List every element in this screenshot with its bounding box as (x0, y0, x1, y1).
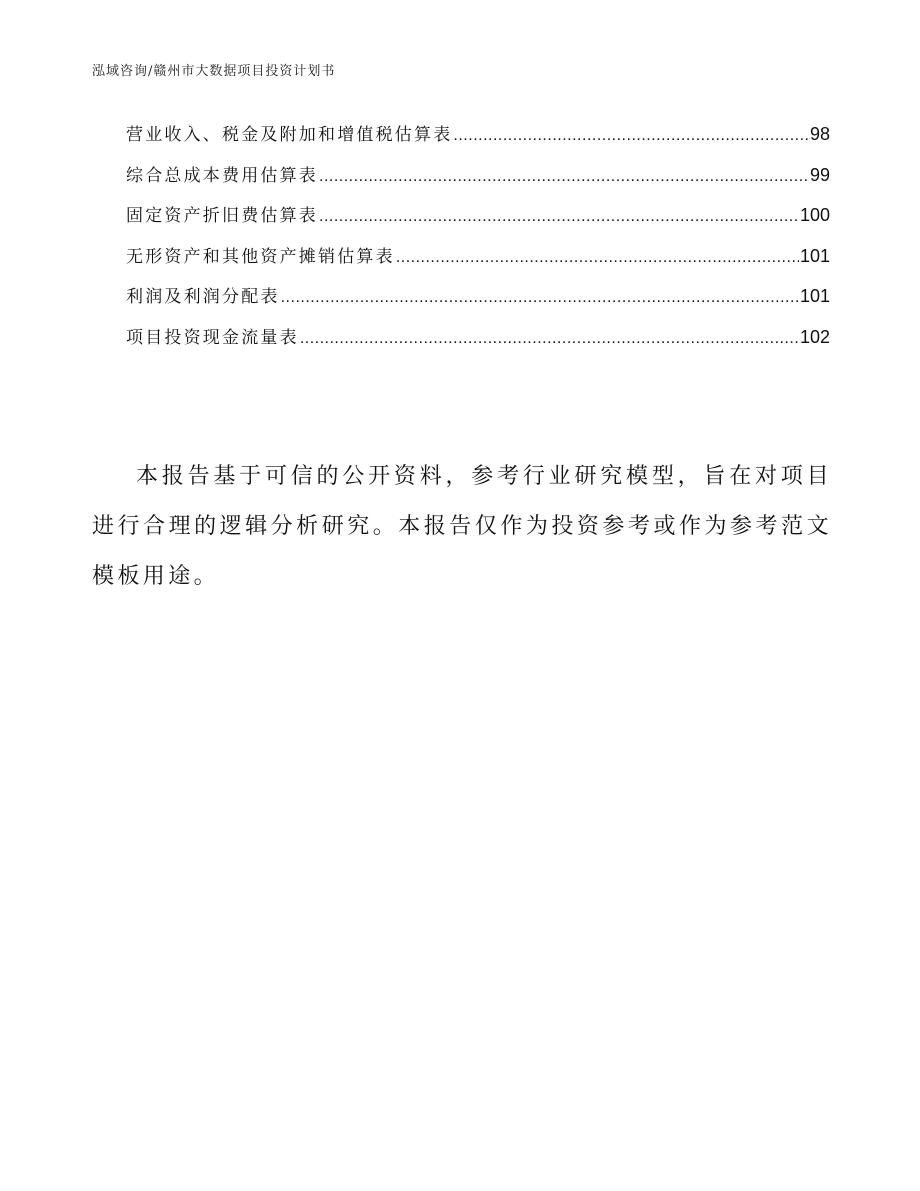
toc-entry-page: 99 (809, 164, 830, 185)
toc-dot-leader (396, 249, 799, 267)
toc-entry-title: 项目投资现金流量表 (126, 327, 299, 348)
toc-entry-profit-distribution[interactable] (126, 282, 830, 312)
toc-entry-cash-flow[interactable] (126, 323, 830, 353)
toc-entry-title: 固定资产折旧费估算表 (126, 206, 318, 226)
toc-dot-leader (300, 330, 799, 348)
toc-entry-page: 101 (799, 245, 830, 266)
toc-dot-leader (319, 168, 809, 186)
toc-entry-amortization[interactable] (126, 242, 830, 272)
header-divider (92, 86, 832, 87)
toc-entry-title: 利润及利润分配表 (126, 287, 280, 307)
toc-entry-page: 98 (809, 124, 830, 144)
toc-dot-leader (319, 208, 799, 226)
disclaimer-paragraph: 本报告基于可信的公开资料，参考行业研究模型，旨在对项目进行合理的逻辑分析研究。本报告仅作为投资参考或作为参考范文模板用途。 (92, 464, 832, 589)
toc-entry-page: 100 (799, 205, 830, 225)
toc-entry-total-cost[interactable] (126, 161, 830, 191)
toc-entry-title: 营业收入、税金及附加和增值税估算表 (126, 125, 453, 145)
toc-entry-page: 102 (799, 326, 830, 347)
table-of-contents (126, 120, 830, 363)
toc-entry-revenue-tax[interactable] (126, 120, 830, 150)
toc-dot-leader (453, 127, 809, 145)
toc-entry-page: 101 (799, 286, 830, 306)
toc-entry-depreciation[interactable] (126, 201, 830, 231)
toc-entry-title: 综合总成本费用估算表 (126, 165, 318, 186)
toc-dot-leader (281, 289, 799, 307)
toc-entry-title: 无形资产和其他资产摊销估算表 (126, 246, 395, 267)
page-header: 泓域咨询/赣州市大数据项目投资计划书 (92, 64, 336, 79)
